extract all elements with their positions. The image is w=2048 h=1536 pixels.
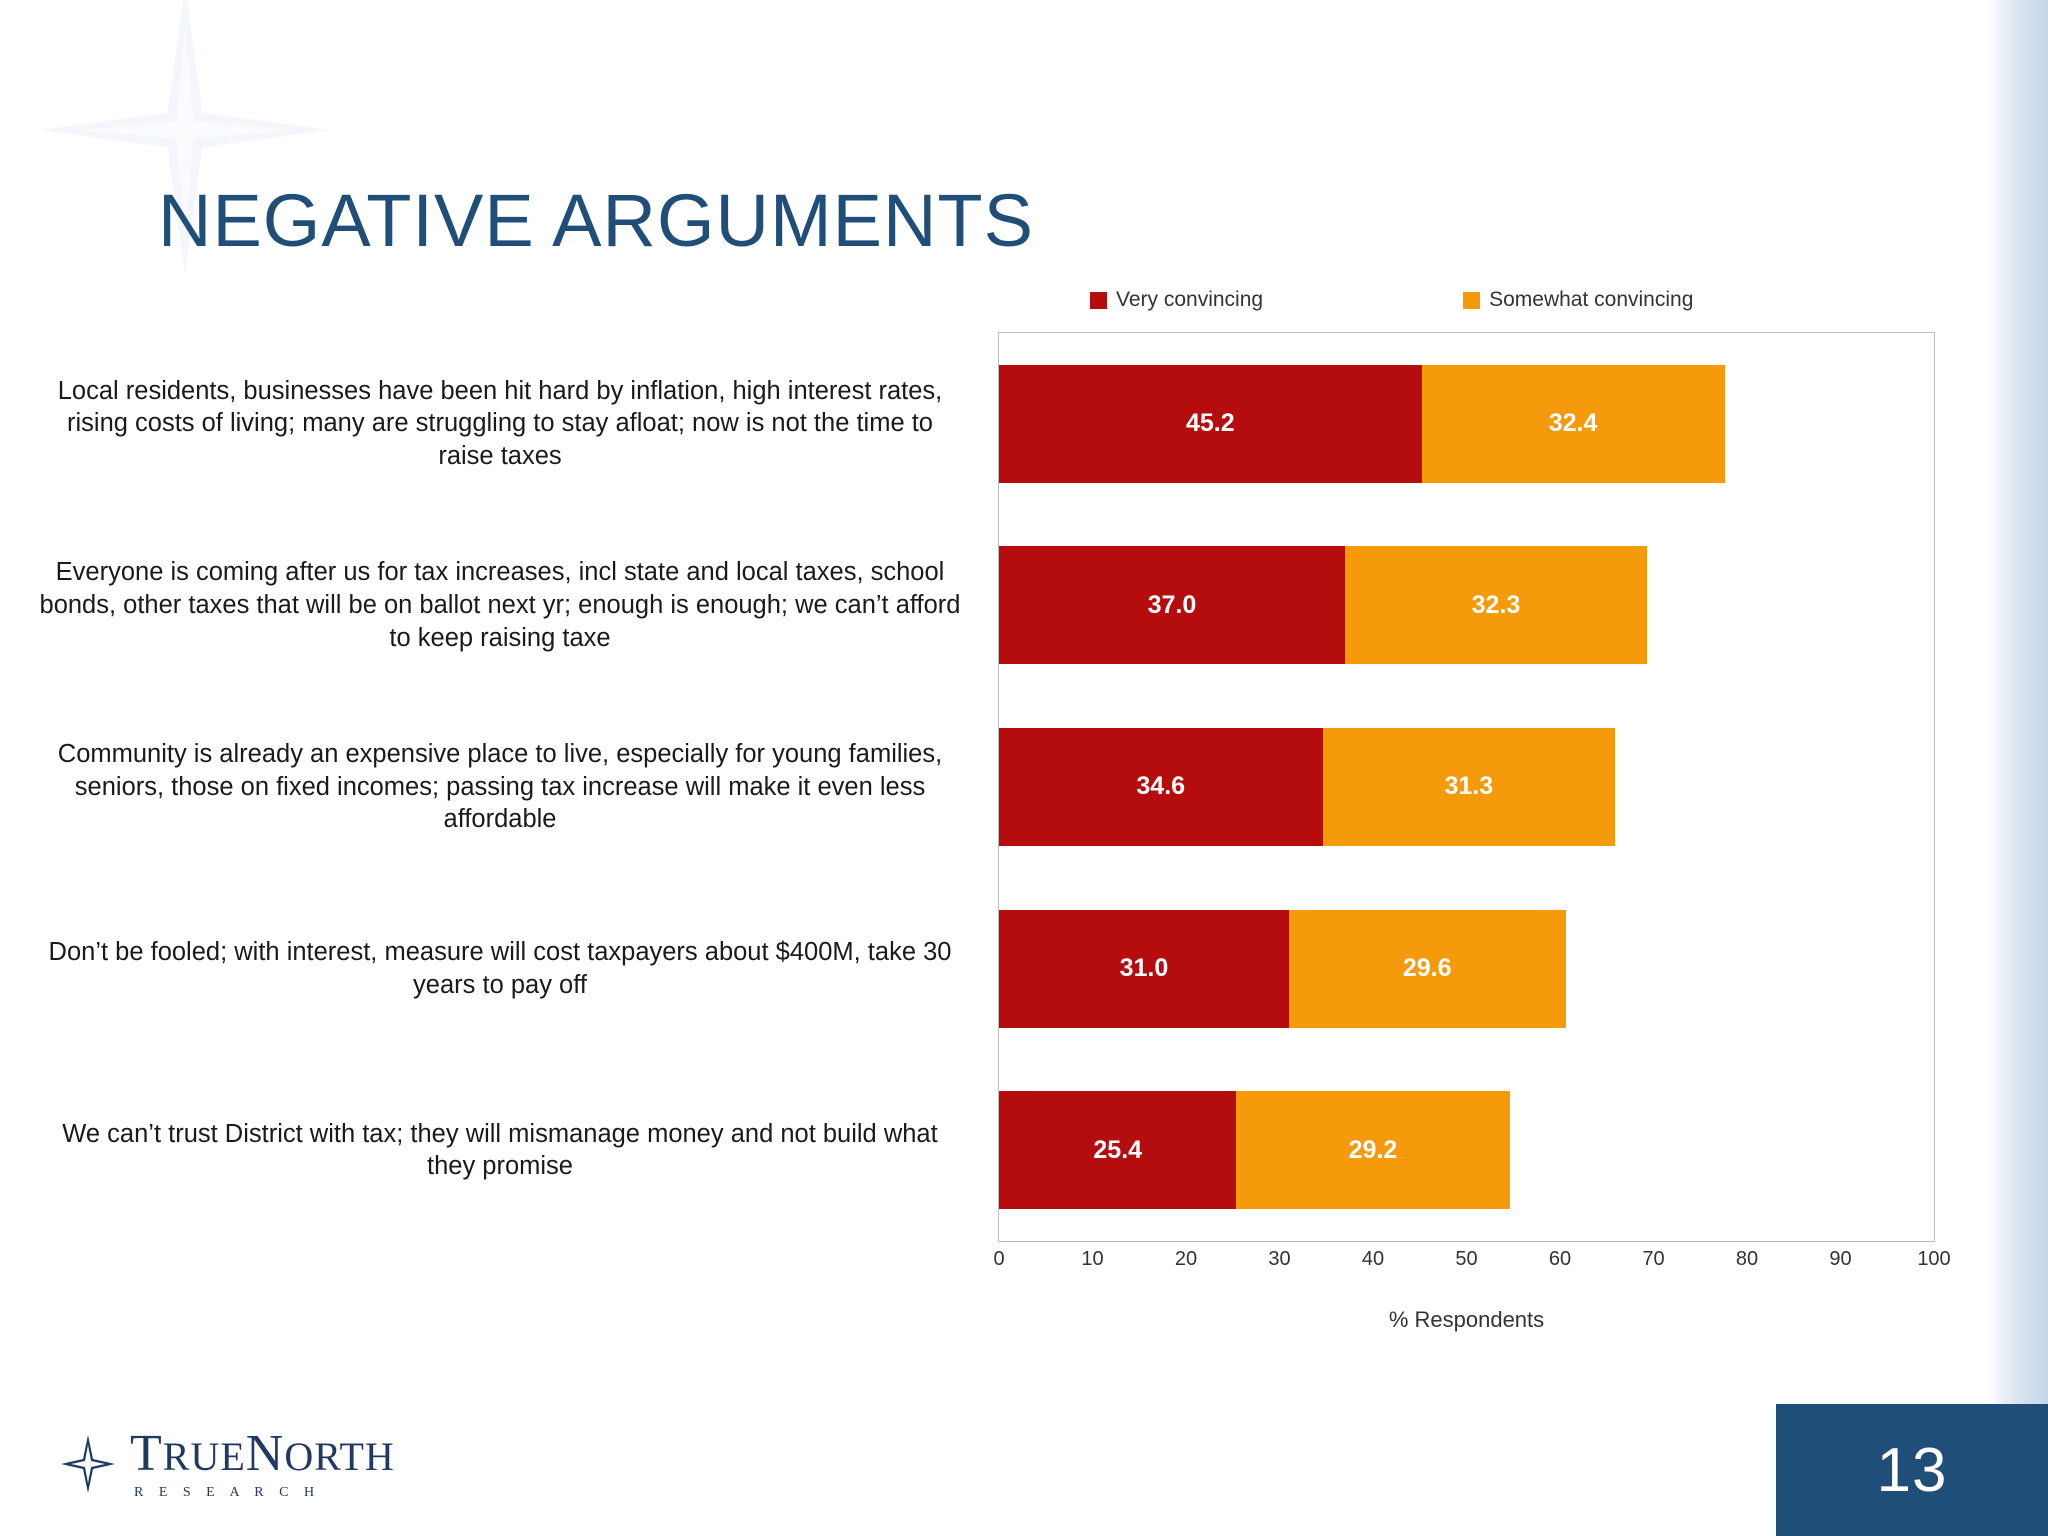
bar-row xyxy=(999,515,1934,697)
category-label: Everyone is coming after us for tax increases, incl state and local taxes, school bonds, other taxes that will be on ballot next yr; enough is enough; we can’t afford to keep raising taxe xyxy=(39,558,961,652)
bar-row xyxy=(999,333,1934,515)
x-tick-label: 80 xyxy=(1735,1248,1759,1270)
legend-label: Somewhat convincing xyxy=(1489,288,1694,311)
x-axis-title: % Respondents xyxy=(1388,1307,1545,1332)
x-tick-label: 30 xyxy=(1268,1248,1291,1270)
x-axis-ticks xyxy=(993,1248,1951,1282)
right-edge-band xyxy=(1988,0,2048,1404)
bar-value-label: 37.0 xyxy=(1147,590,1197,619)
chart-legend xyxy=(1090,288,1970,312)
category-label-list xyxy=(20,333,980,1241)
category-label: Community is already an expensive place to live, especially for young families, seniors, those on fixed incomes; passing tax increase will make it even less affordable xyxy=(57,740,943,834)
category-label: Don’t be fooled; with interest, measure will cost taxpayers about $400M, take 30 years to pay off xyxy=(48,937,952,999)
bar-segment-somewhat-convincing xyxy=(1422,365,1725,483)
slide-number: 13 xyxy=(1876,1435,1948,1505)
bar-row xyxy=(999,878,1934,1060)
logo-letter-t: T xyxy=(130,1425,163,1482)
legend-label: Very convincing xyxy=(1116,288,1264,311)
x-tick-label: 10 xyxy=(1081,1248,1104,1270)
bar-row xyxy=(999,1059,1934,1241)
legend-item-somewhat-convincing xyxy=(1463,288,1693,312)
category-label: We can’t trust District with tax; they will mismanage money and not build what they promise xyxy=(62,1119,938,1181)
truenorth-logo xyxy=(60,1425,395,1500)
logo-orth: ORTH xyxy=(284,1434,395,1479)
bar-row xyxy=(999,696,1934,878)
category-label: Local residents, businesses have been hit hard by inflation, high interest rates, rising costs of living; many are struggling to stay afloat; now is not the time to raise taxes xyxy=(57,376,943,471)
square-swatch-icon xyxy=(1090,292,1107,309)
logo-sub-text: R E S E A R C H xyxy=(134,1485,321,1500)
bar-segment-very-convincing xyxy=(999,910,1289,1028)
slide-number-block xyxy=(1776,1404,2048,1536)
x-tick-label: 20 xyxy=(1174,1248,1198,1270)
bar-segment-somewhat-convincing xyxy=(1236,1091,1509,1209)
x-tick-label: 70 xyxy=(1642,1248,1665,1270)
x-tick-label: 50 xyxy=(1455,1248,1478,1270)
x-tick-label: 60 xyxy=(1548,1248,1572,1270)
bar-value-label: 31.0 xyxy=(1119,954,1169,983)
bar-segment-somewhat-convincing xyxy=(1345,546,1647,664)
bar-segment-very-convincing xyxy=(999,1091,1236,1209)
x-tick-label: 90 xyxy=(1829,1248,1852,1270)
page-title: NEGATIVE ARGUMENTS xyxy=(158,178,1034,262)
logo-letter-n: N xyxy=(245,1425,285,1482)
stacked-bar-series xyxy=(999,333,1934,1241)
x-tick-label: 0 xyxy=(993,1248,1005,1270)
square-swatch-icon xyxy=(1463,292,1480,309)
bar-segment-very-convincing xyxy=(999,365,1422,483)
bar-value-label: 32.3 xyxy=(1471,590,1521,619)
bar-value-label: 29.2 xyxy=(1348,1135,1398,1164)
bar-segment-somewhat-convincing xyxy=(1289,910,1566,1028)
bar-segment-very-convincing xyxy=(999,728,1323,846)
bar-value-label: 45.2 xyxy=(1185,409,1235,438)
logo-rue: RUE xyxy=(162,1434,246,1479)
bar-segment-very-convincing xyxy=(999,546,1345,664)
bar-value-label: 31.3 xyxy=(1444,772,1494,801)
bar-value-label: 34.6 xyxy=(1136,772,1186,801)
bar-segment-somewhat-convincing xyxy=(1323,728,1616,846)
bar-value-label: 32.4 xyxy=(1548,409,1598,438)
compass-logo-icon xyxy=(60,1433,116,1495)
logo-main-text xyxy=(130,1425,395,1482)
legend-item-very-convincing xyxy=(1090,288,1263,312)
x-tick-label: 40 xyxy=(1361,1248,1385,1270)
logo-wordmark xyxy=(130,1425,395,1500)
bar-value-label: 25.4 xyxy=(1093,1135,1143,1164)
bar-value-label: 29.6 xyxy=(1402,954,1452,983)
x-tick-label: 100 xyxy=(1917,1248,1951,1270)
